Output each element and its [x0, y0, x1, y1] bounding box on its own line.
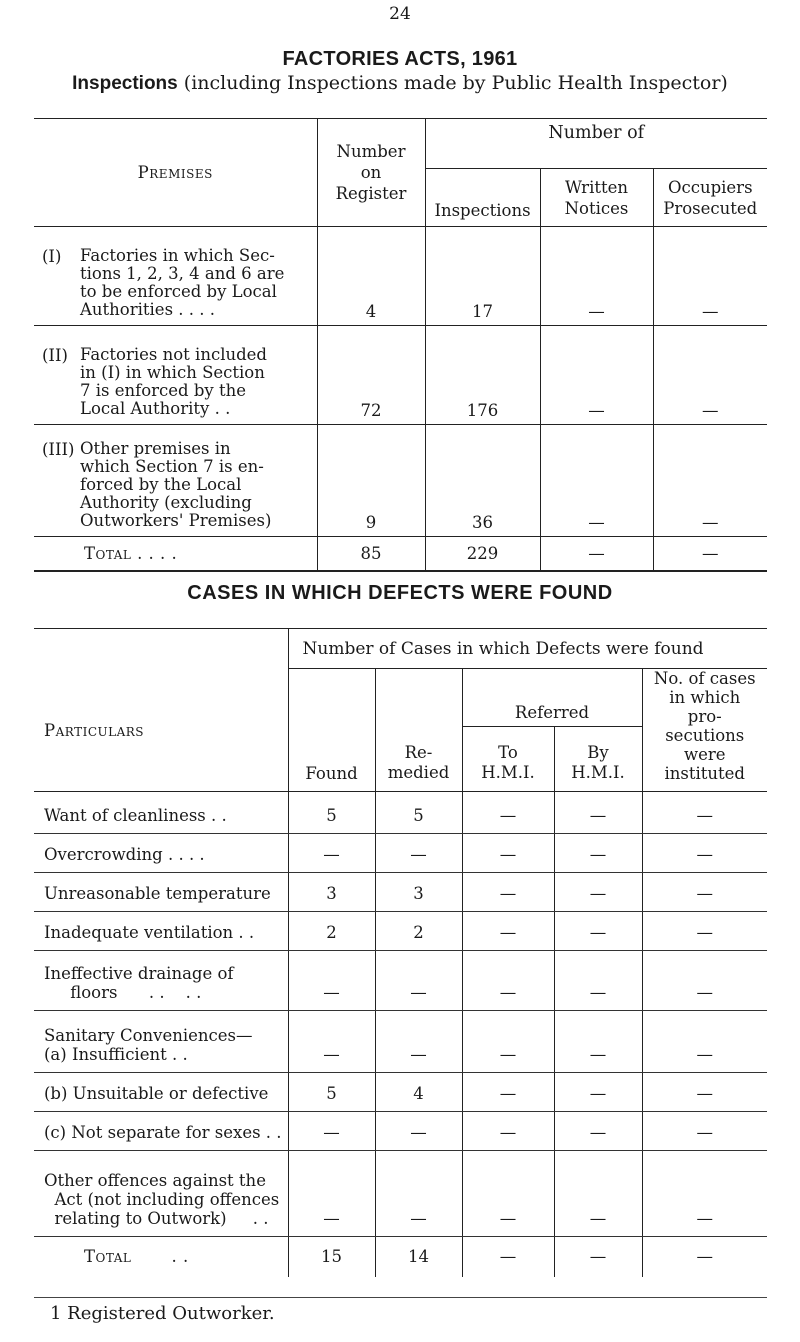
found-cell: —	[288, 1011, 375, 1073]
remedied-cell: 5	[375, 792, 462, 834]
table-row	[34, 873, 767, 912]
found-cell: 5	[288, 1073, 375, 1112]
header-prosecutions-line: were	[683, 745, 726, 764]
particulars-line: Other offences against the	[44, 1171, 266, 1190]
particulars-line: Act (not including offences	[44, 1190, 280, 1209]
to-hmi-cell: —	[462, 1011, 554, 1073]
header-remedied-line: Re-	[404, 743, 433, 762]
found-cell: 5	[288, 792, 375, 834]
to-hmi-cell: —	[462, 1073, 554, 1112]
by-hmi-cell: —	[554, 912, 642, 951]
particulars-cell	[34, 951, 288, 1011]
header-notices-line: Notices	[564, 198, 629, 218]
header-to-hmi	[462, 727, 554, 792]
premises-line: to be enforced by Local	[80, 282, 277, 301]
header-remedied	[375, 669, 462, 792]
header-register-line: Register	[335, 184, 407, 203]
by-hmi-cell: —	[554, 792, 642, 834]
header-number-of: Number of	[425, 119, 767, 169]
premises-number: (I)	[42, 247, 62, 266]
particulars-cell	[34, 873, 288, 912]
premises-line: Authorities . . . .	[80, 300, 215, 319]
header-register-line: on	[360, 163, 382, 182]
inspections-cell: 36	[425, 425, 540, 537]
header-prosecutions-line: secutions	[665, 726, 745, 745]
notices-cell: —	[540, 326, 653, 425]
by-hmi-cell: —	[554, 1073, 642, 1112]
prosecutions-cell: —	[642, 792, 767, 834]
total-row	[34, 1237, 767, 1277]
premises-cell	[34, 425, 317, 537]
particulars-cell	[34, 834, 288, 873]
prosecutions-cell: —	[642, 873, 767, 912]
prosecutions-cell: —	[642, 1112, 767, 1151]
header-notices-line: Written	[564, 177, 629, 197]
by-hmi-cell: —	[554, 1151, 642, 1237]
remedied-cell: 3	[375, 873, 462, 912]
table-row	[34, 834, 767, 873]
to-hmi-cell: —	[462, 834, 554, 873]
total-prosecuted: —	[653, 537, 767, 571]
table-row	[34, 425, 767, 537]
particulars-cell	[34, 1151, 288, 1237]
total-label: Total . . . .	[34, 537, 317, 571]
header-register-line: Number	[336, 142, 406, 161]
table-row	[34, 792, 767, 834]
premises-line: in (I) in which Section	[80, 363, 265, 382]
by-hmi-cell: —	[554, 873, 642, 912]
to-hmi-cell: —	[462, 873, 554, 912]
footnote: 1 Registered Outworker.	[50, 1303, 275, 1324]
header-by-hmi	[554, 727, 642, 792]
header-prosecuted-line: Occupiers	[667, 177, 753, 197]
page-subtitle	[0, 72, 800, 95]
particulars-line: (b) Unsuitable or defective	[44, 1084, 269, 1103]
by-hmi-cell: —	[554, 1011, 642, 1073]
prosecuted-cell: —	[653, 227, 767, 326]
total-by-hmi: —	[554, 1237, 642, 1277]
header-premises: Premises	[34, 119, 317, 227]
header-prosecuted-line: Prosecuted	[663, 198, 758, 218]
page-title: FACTORIES ACTS, 1961	[282, 48, 518, 70]
premises-line: Outworkers' Premises)	[80, 511, 272, 530]
to-hmi-cell: —	[462, 1112, 554, 1151]
prosecuted-cell: —	[653, 425, 767, 537]
to-hmi-cell: —	[462, 792, 554, 834]
premises-line: forced by the Local	[80, 475, 242, 494]
found-cell: —	[288, 951, 375, 1011]
premises-number: (III)	[42, 440, 75, 459]
header-referred: Referred	[462, 669, 642, 727]
premises-line: which Section 7 is en-	[80, 457, 264, 476]
table-row	[34, 326, 767, 425]
prosecutions-cell: —	[642, 834, 767, 873]
total-to-hmi: —	[462, 1237, 554, 1277]
particulars-cell	[34, 1011, 288, 1073]
header-occupiers-prosecuted	[653, 169, 767, 227]
remedied-cell: —	[375, 1112, 462, 1151]
register-cell: 72	[317, 326, 425, 425]
header-prosecutions-line: instituted	[664, 764, 745, 783]
notices-cell: —	[540, 227, 653, 326]
found-cell: —	[288, 1151, 375, 1237]
premises-line: Authority (excluding	[80, 493, 252, 512]
remedied-cell: —	[375, 1151, 462, 1237]
remedied-cell: 2	[375, 912, 462, 951]
header-remedied-line: medied	[387, 763, 450, 782]
premises-line: tions 1, 2, 3, 4 and 6 are	[80, 264, 285, 283]
prosecuted-cell: —	[653, 326, 767, 425]
defects-table	[34, 628, 767, 1277]
particulars-line: Inadequate ventilation . .	[44, 923, 255, 942]
premises-line: Other premises in	[80, 439, 231, 458]
header-written-notices	[540, 169, 653, 227]
particulars-line: floors . . . .	[44, 983, 202, 1002]
table-row	[34, 227, 767, 326]
table-row	[34, 1151, 767, 1237]
premises-line: Local Authority . .	[80, 399, 231, 418]
header-prosecutions-line: pro-	[687, 707, 722, 726]
remedied-cell: 4	[375, 1073, 462, 1112]
particulars-line: Want of cleanliness . .	[44, 806, 227, 825]
particulars-cell	[34, 1112, 288, 1151]
total-label: Total . .	[34, 1237, 288, 1277]
header-inspections: Inspections	[425, 169, 540, 227]
table-row	[34, 1073, 767, 1112]
particulars-line: Sanitary Conveniences—	[44, 1026, 253, 1045]
table-row	[34, 1112, 767, 1151]
found-cell: —	[288, 1112, 375, 1151]
by-hmi-cell: —	[554, 1112, 642, 1151]
header-prosecutions	[642, 669, 767, 792]
premises-line: Factories in which Sec-	[80, 246, 275, 265]
prosecutions-cell: —	[642, 951, 767, 1011]
page-number: 24	[389, 4, 411, 24]
total-prosecutions: —	[696, 1247, 713, 1267]
found-cell: 2	[288, 912, 375, 951]
header-prosecutions-line: in which	[669, 688, 741, 707]
particulars-line: Overcrowding . . . .	[44, 845, 205, 864]
header-by-hmi-line: By	[587, 743, 609, 762]
particulars-cell	[34, 792, 288, 834]
total-remedied: 14	[375, 1237, 462, 1277]
remedied-cell: —	[375, 951, 462, 1011]
cases-title: CASES IN WHICH DEFECTS WERE FOUND	[187, 582, 613, 604]
register-cell: 9	[317, 425, 425, 537]
premises-cell	[34, 227, 317, 326]
prosecutions-cell: —	[642, 1073, 767, 1112]
by-hmi-cell: —	[554, 834, 642, 873]
to-hmi-cell: —	[462, 1151, 554, 1237]
to-hmi-cell: —	[462, 912, 554, 951]
header-to-hmi-line: To	[498, 743, 518, 762]
total-notices: —	[540, 537, 653, 571]
prosecutions-cell: —	[642, 1011, 767, 1073]
header-found: Found	[288, 669, 375, 792]
total-inspections: 229	[425, 537, 540, 571]
inspections-cell: 176	[425, 326, 540, 425]
by-hmi-cell: —	[554, 951, 642, 1011]
particulars-cell	[34, 1073, 288, 1112]
premises-number: (II)	[42, 346, 68, 365]
inspections-table	[34, 118, 767, 572]
remedied-cell: —	[375, 834, 462, 873]
header-to-hmi-line: H.M.I.	[481, 763, 535, 782]
total-register: 85	[317, 537, 425, 571]
found-cell: —	[288, 834, 375, 873]
header-by-hmi-line: H.M.I.	[571, 763, 625, 782]
total-found: 15	[288, 1237, 375, 1277]
premises-line: Factories not included	[80, 345, 267, 364]
header-number-on-register	[317, 119, 425, 227]
remedied-cell: —	[375, 1011, 462, 1073]
table-row	[34, 951, 767, 1011]
premises-line: 7 is enforced by the	[80, 381, 247, 400]
particulars-line: (c) Not separate for sexes . .	[44, 1123, 282, 1142]
found-cell: 3	[288, 873, 375, 912]
particulars-line: (a) Insufficient . .	[44, 1045, 188, 1064]
table-row	[34, 1011, 767, 1073]
table-row	[34, 912, 767, 951]
subtitle-rest: (including Inspections made by Public Health Inspector)	[183, 72, 728, 94]
prosecutions-cell: —	[642, 1151, 767, 1237]
header-number-of-cases: Number of Cases in which Defects were found	[288, 629, 767, 669]
particulars-line: Ineffective drainage of	[44, 964, 234, 983]
particulars-line: Unreasonable temperature	[44, 884, 271, 903]
subtitle-bold: Inspections	[72, 73, 178, 94]
particulars-line: relating to Outwork) . .	[44, 1209, 269, 1228]
notices-cell: —	[540, 425, 653, 537]
header-particulars: Particulars	[34, 629, 288, 792]
header-prosecutions-line: No. of cases	[653, 669, 756, 688]
inspections-cell: 17	[425, 227, 540, 326]
to-hmi-cell: —	[462, 951, 554, 1011]
prosecutions-cell: —	[642, 912, 767, 951]
total-row	[34, 537, 767, 571]
footnote-rule	[34, 1297, 767, 1298]
particulars-cell	[34, 912, 288, 951]
premises-cell	[34, 326, 317, 425]
register-cell: 4	[317, 227, 425, 326]
